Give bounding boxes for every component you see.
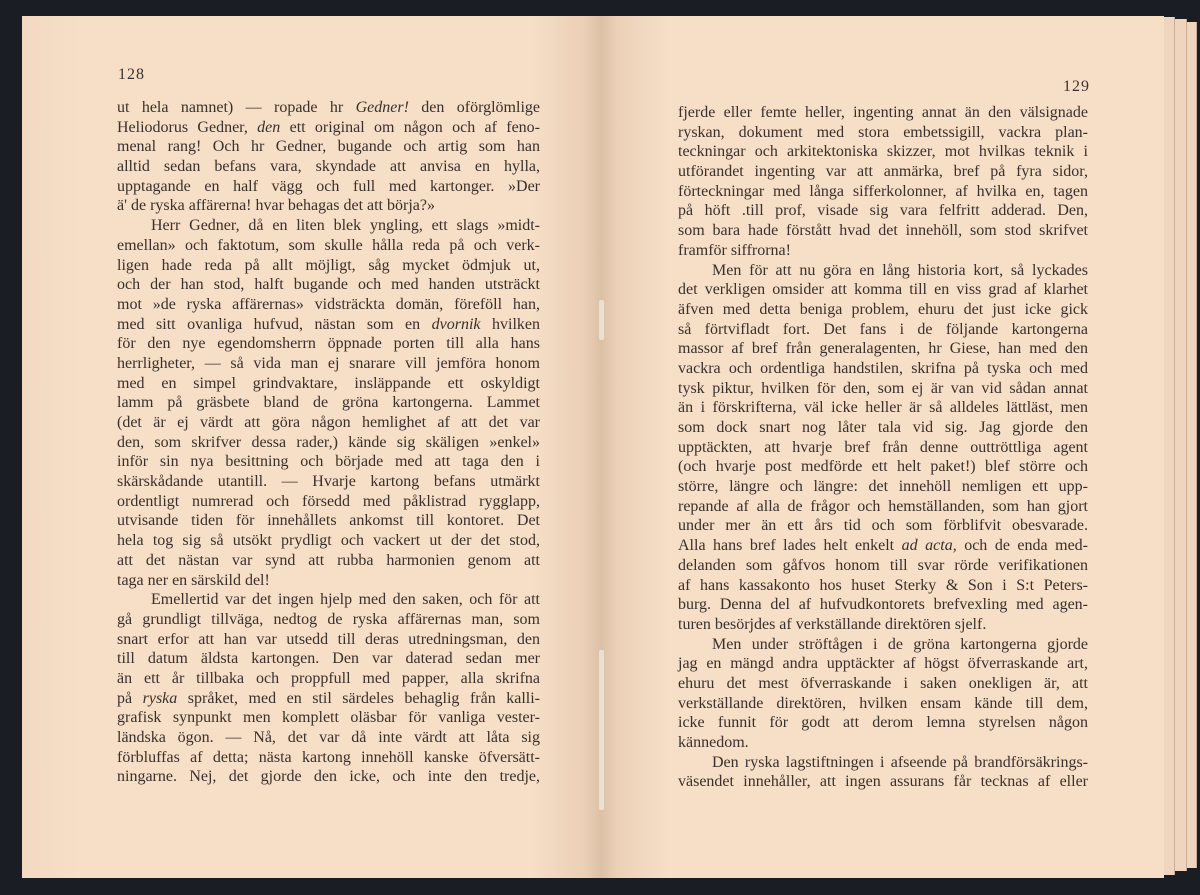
text-line	[117, 649, 540, 669]
text-line	[678, 339, 1088, 359]
italic-text: ad acta,	[901, 537, 957, 555]
text-line	[117, 118, 540, 138]
text-segment: som bara hade förstått hvad det innehöll, som stod skrifvet	[678, 222, 1088, 240]
text-segment: (det är ej värdt att göra någon hemlighet af att det var	[117, 414, 540, 431]
text-segment: ut hela namnet) — ropade hr	[117, 99, 356, 116]
text-segment: kännedom.	[678, 734, 749, 751]
text-segment: utvisande tiden för innehållets ankomst till kontoret. Det	[117, 512, 540, 530]
text-segment: Herr Gedner, då en liten blek yngling, ett slags »midt-	[151, 217, 540, 235]
text-line	[678, 477, 1088, 497]
text-segment: repande af alla de frågor och hemställanden, som han gjort	[678, 497, 1088, 515]
text-segment: utförandet ingenting var att anmärka, bref på fyra sidor,	[678, 163, 1088, 181]
text-segment: ligen hade reda på allt möjligt, såg mycket ödmjuk ut,	[117, 256, 540, 274]
text-segment: den oförglömlige	[408, 99, 540, 116]
text-segment: ryskan, dokument med stora embetssigill, vackra plan-	[678, 123, 1088, 141]
text-line	[678, 182, 1088, 202]
text-line	[678, 261, 1088, 281]
italic-text: ryska	[142, 689, 178, 707]
binding-thread	[599, 650, 604, 810]
text-line	[678, 536, 1088, 556]
text-line	[117, 433, 540, 453]
text-segment: det verkligen omsider att komma till en viss grad af klarhet	[678, 281, 1088, 299]
page-number: 128	[118, 66, 145, 83]
text-line	[117, 571, 540, 591]
text-line	[678, 733, 1088, 753]
text-segment: som dock snart nog låter tala vid sig. Jag gjorde den	[678, 419, 1088, 436]
text-segment: hela tog sig så utsökt prydligt och vackert ut der det stod,	[117, 532, 540, 550]
text-segment: jag en mängd andra upptäckter af högst öfverraskande art,	[678, 655, 1088, 673]
text-segment: väsendet innehåller, att ingen assurans får tecknas af eller	[678, 773, 1088, 791]
text-segment: äfven med detta beniga problem, ehuru det just icke gick	[678, 300, 1088, 318]
text-segment: framför siffrorna!	[678, 241, 791, 259]
text-line	[117, 196, 540, 216]
text-line	[117, 610, 540, 630]
text-segment: vackra och ordentliga handstilen, skrifna på tyska och med	[678, 359, 1088, 377]
text-line	[678, 320, 1088, 340]
text-line	[117, 492, 540, 512]
binding-thread	[599, 300, 604, 340]
page-number: 129	[1063, 78, 1090, 95]
text-segment: på höft .till prof, visade sig vara felfritt adderad. Den,	[678, 202, 1088, 220]
text-segment: turen besörjdes af verkställande direktören sjelf.	[678, 615, 987, 633]
text-segment: mot »de ryska affärernas» vidsträckta domän, föreföll han,	[117, 295, 540, 313]
text-line	[117, 295, 540, 315]
text-line	[678, 713, 1088, 733]
text-segment: ehuru det mest öfverraskande i saken onekligen är, att	[678, 674, 1088, 692]
text-line	[678, 359, 1088, 379]
text-segment: så förtvifladt fort. Det fans i de följande kartongerna	[678, 320, 1088, 338]
text-segment: med en simpel grindvaktare, insläppande ett oskyldigt	[117, 374, 540, 392]
text-segment: menal rang! Och hr Gedner, bugande och artig som han	[117, 138, 540, 156]
text-line	[678, 280, 1088, 300]
text-line	[117, 590, 540, 610]
text-line	[117, 452, 540, 472]
text-segment: inför sin nya besittning och började med att taga den i	[117, 453, 540, 471]
text-segment: Men för att nu göra en lång historia kort, så lyckades	[712, 261, 1088, 279]
text-segment: Emellertid var det ingen hjelp med den saken, och för att	[151, 591, 540, 609]
text-line	[117, 748, 540, 768]
text-line	[117, 275, 540, 295]
text-segment: snart erfor att han var utsedd till deras utredningsman, den	[117, 630, 540, 648]
text-segment: Men under ströftågen i de gröna kartongerna gjorde	[712, 635, 1088, 653]
page-body-text	[117, 98, 540, 787]
text-line	[678, 497, 1088, 517]
italic-text: dvornik	[431, 315, 481, 333]
text-line	[678, 635, 1088, 655]
text-line	[117, 630, 540, 650]
text-line	[117, 767, 540, 787]
text-segment: verkställande direktören, hvilken ensam kände till dem,	[678, 694, 1088, 712]
text-segment: icke funnit för godt att derom lemna styrelsen någon	[678, 714, 1088, 732]
text-segment: den, som skrifver dessa rader,) kände sig skäligen »enkel»	[117, 433, 540, 451]
text-segment: upptäckten, att hvarje bref från denne outtröttliga agent	[678, 438, 1088, 456]
text-line	[678, 398, 1088, 418]
text-segment: ett original om någon och af feno-	[280, 118, 541, 136]
text-segment: större, längre och längre: det innehöll nemligen ett upp-	[678, 478, 1088, 496]
text-line	[117, 157, 540, 177]
text-segment: emellan» och faktotum, som skulle hålla reda på och verk-	[117, 236, 540, 254]
text-segment: Heliodorus Gedner,	[117, 118, 258, 136]
page-body-text	[678, 103, 1088, 792]
text-line	[678, 556, 1088, 576]
text-segment: ä' de ryska affärerna! hvar behagas det att börja?»	[117, 197, 435, 215]
text-line	[117, 531, 540, 551]
text-line	[117, 374, 540, 394]
text-line	[678, 142, 1088, 162]
text-line	[117, 728, 540, 748]
text-line	[678, 576, 1088, 596]
text-line	[678, 654, 1088, 674]
text-line	[678, 615, 1088, 635]
right-page	[601, 16, 1164, 878]
text-segment: hvilken	[480, 315, 540, 333]
text-line	[678, 772, 1088, 792]
text-segment: alltid sedan befans vara, skyndade att anvisa en hylla,	[117, 158, 540, 176]
text-segment: än i förskrifterna, väl icke heller är så alldeles lättläst, men	[678, 399, 1088, 417]
text-line	[117, 472, 540, 492]
text-segment: språket, med en stil särdeles behaglig från kalli-	[177, 689, 540, 707]
italic-text: den	[257, 118, 281, 136]
text-line	[117, 689, 540, 709]
left-page	[22, 16, 602, 878]
text-segment: skärskådande utantill. — Hvarje kartong befans utmärkt	[117, 473, 540, 491]
text-line	[678, 753, 1088, 773]
text-line	[117, 216, 540, 236]
text-line	[117, 256, 540, 276]
text-line	[117, 393, 540, 413]
text-segment: med sitt ovanliga hufvud, nästan som en	[117, 315, 432, 333]
text-segment: än ett år tillbaka och proppfull med papper, alla skrifna	[117, 669, 540, 687]
text-line	[678, 694, 1088, 714]
text-segment: taga ner en särskild del!	[117, 571, 270, 589]
text-line	[117, 334, 540, 354]
text-line	[117, 413, 540, 433]
text-segment: och der han stod, halft bugande och med handen utsträckt	[117, 276, 540, 294]
text-segment: till datum äldsta kartongen. Den var daterad sedan mer	[117, 650, 540, 668]
text-segment: ordentligt numrerad och försedd med påklistrad rygglapp,	[117, 492, 540, 510]
italic-text: Gedner!	[355, 99, 409, 116]
text-line	[117, 669, 540, 689]
text-segment: af hans kassakonto hos huset Sterky & Son i S:t Peters-	[678, 576, 1088, 594]
text-segment: lamm på gräsbete bland de gröna kartongerna. Lammet	[117, 394, 540, 412]
text-segment: Alla hans bref lades helt enkelt	[678, 537, 902, 555]
text-line	[678, 418, 1088, 438]
text-segment: fjerde eller femte heller, ingenting annat än den välsignade	[678, 104, 1088, 121]
text-segment: ländska ögon. — Nå, det var då inte värdt att låta sig	[117, 729, 540, 746]
text-line	[678, 103, 1088, 123]
text-line	[678, 379, 1088, 399]
text-segment: burg. Denna del af hufvudkontorets brefvexling med agen-	[678, 596, 1088, 614]
text-line	[117, 98, 540, 118]
text-line	[678, 595, 1088, 615]
text-segment: tysk piktur, hvilken för den, som ej är van vid sådan annat	[678, 379, 1088, 397]
text-line	[678, 241, 1088, 261]
text-segment: förbluffas af detta; nästa kartong innehöll kanske öfversätt-	[117, 748, 540, 766]
text-segment: att det nästan var synd att rubba harmonien genom att	[117, 551, 540, 569]
text-segment: på	[117, 689, 143, 707]
text-line	[678, 516, 1088, 536]
text-line	[117, 354, 540, 374]
text-segment: Den ryska lagstiftningen i afseende på brandförsäkrings-	[712, 753, 1088, 771]
text-segment: upptagande en half vägg och full med kartonger. »Der	[117, 177, 540, 195]
text-segment: förteckningar med långa sifferkolonner, af hvilka en, tagen	[678, 182, 1088, 200]
text-line	[678, 300, 1088, 320]
text-line	[678, 221, 1088, 241]
text-segment: och de enda med-	[956, 537, 1089, 555]
text-line	[678, 674, 1088, 694]
text-line	[678, 201, 1088, 221]
text-line	[678, 123, 1088, 143]
text-line	[678, 438, 1088, 458]
text-segment: ningarne. Nej, det gjorde den icke, och inte den tredje,	[117, 768, 540, 786]
text-segment: herrligheter, — så vida man ej snarare vill jemföra honom	[117, 354, 540, 372]
text-line	[117, 511, 540, 531]
text-line	[117, 236, 540, 256]
text-line	[678, 457, 1088, 477]
text-segment: under mer än ett års tid och som förblifvit obesvarade.	[678, 517, 1088, 535]
text-line	[117, 137, 540, 157]
text-segment: delanden som gåfvos honom till svar rörde verifikationen	[678, 556, 1088, 574]
text-segment: (och hvarje post medförde ett helt paket!) blef större och	[678, 458, 1088, 476]
text-line	[678, 162, 1088, 182]
text-line	[117, 315, 540, 335]
text-segment: grafisk synpunkt men komplett oläsbar för vanliga vester-	[117, 709, 540, 727]
text-segment: gå grundligt tillväga, nedtog de ryska affärernas man, som	[117, 610, 540, 628]
text-line	[117, 708, 540, 728]
text-line	[117, 177, 540, 197]
text-segment: teckningar och arkitektoniska skizzer, mot hvilkas teknik i	[678, 143, 1088, 161]
text-segment: för den nye egendomsherrn öppnade porten till alla hans	[117, 335, 540, 353]
text-line	[117, 551, 540, 571]
text-segment: massor af bref från generalagenten, hr Giese, han med den	[678, 340, 1088, 358]
